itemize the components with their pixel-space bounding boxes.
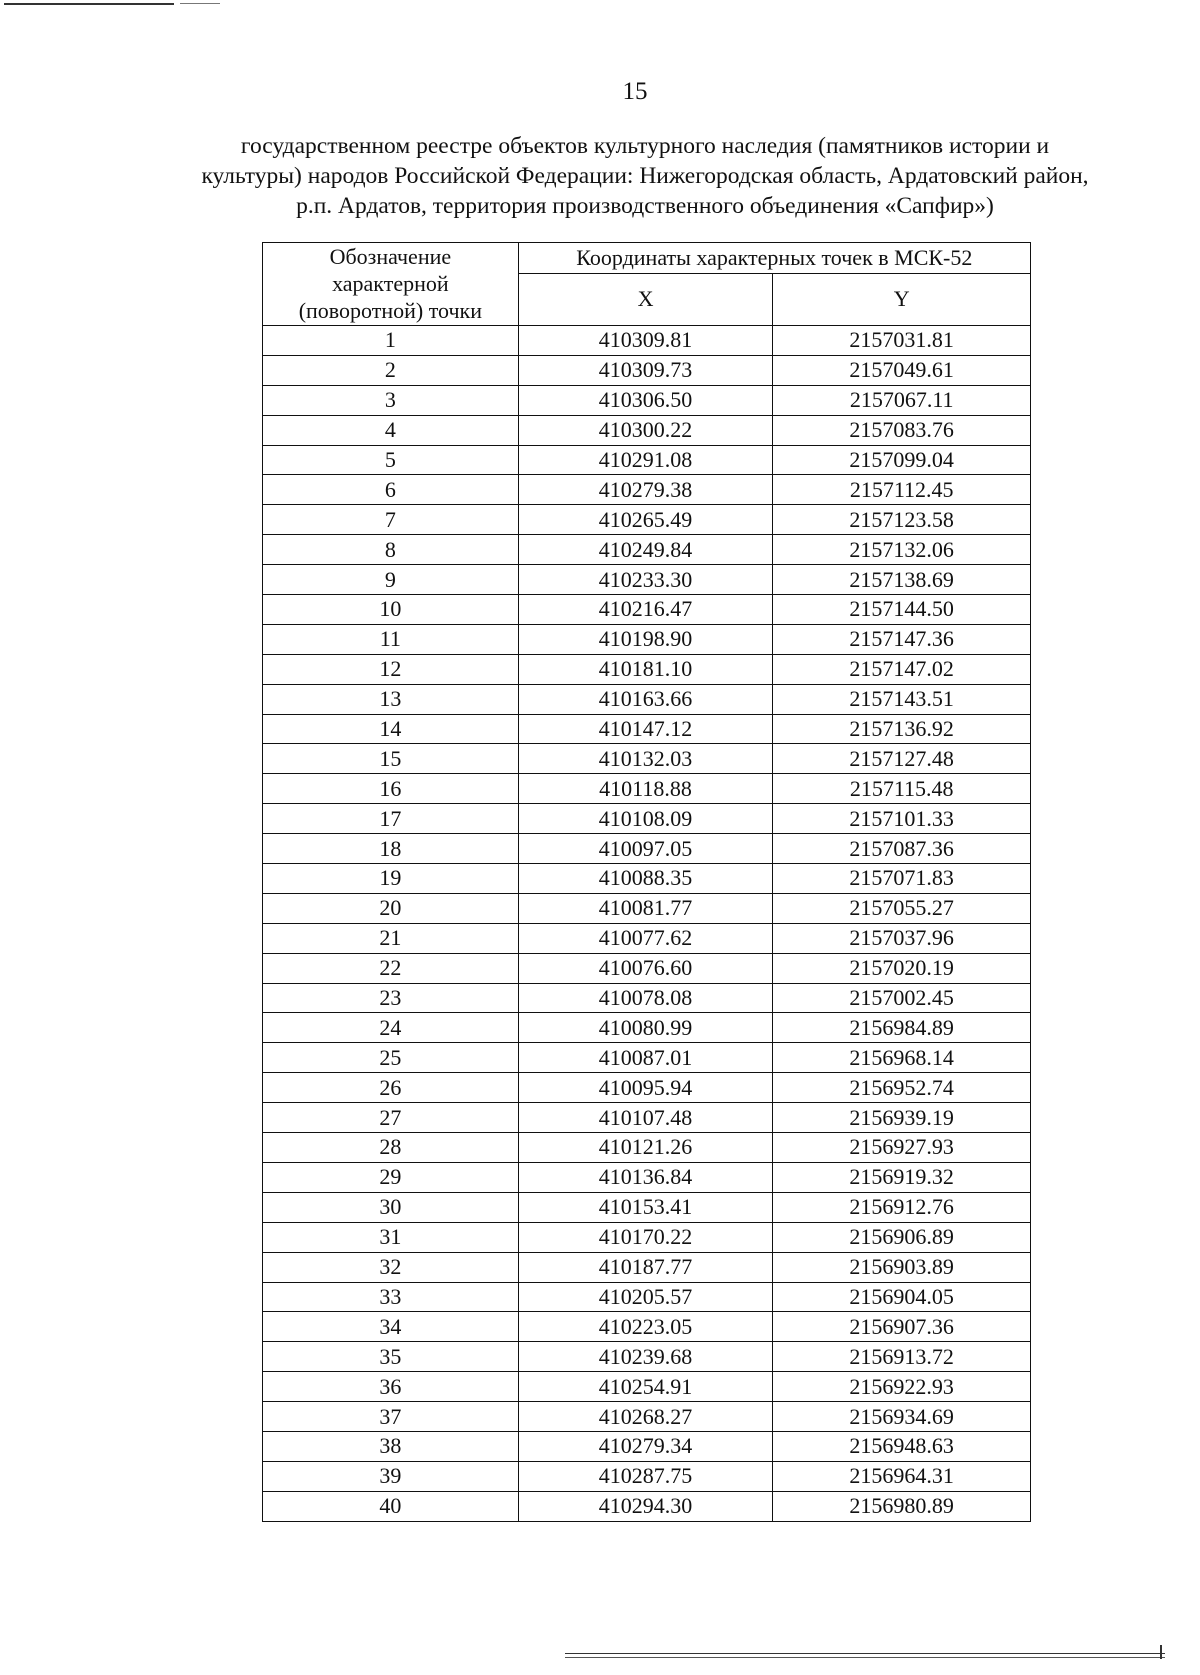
table-row xyxy=(263,565,1031,595)
point-number-cell: 4 xyxy=(263,415,519,445)
point-number-cell: 34 xyxy=(263,1312,519,1342)
y-coordinate-cell: 2157132.06 xyxy=(773,535,1031,565)
y-coordinate-cell: 2157037.96 xyxy=(773,923,1031,953)
heading-line: культуры) народов Российской Федерации: Нижегородская область, Ардатовский район, xyxy=(201,163,1089,189)
table-row xyxy=(263,1461,1031,1491)
table-row xyxy=(263,326,1031,356)
x-coordinate-cell: 410181.10 xyxy=(518,654,773,684)
y-coordinate-cell: 2157087.36 xyxy=(773,834,1031,864)
table-row xyxy=(263,535,1031,565)
y-coordinate-cell: 2157123.58 xyxy=(773,505,1031,535)
document-heading xyxy=(150,131,1140,221)
scan-edge-mark xyxy=(1160,1645,1162,1659)
coordinates-table xyxy=(262,242,1031,1522)
x-coordinate-cell: 410198.90 xyxy=(518,624,773,654)
header-point-line: характерной xyxy=(332,271,449,296)
x-coordinate-cell: 410279.38 xyxy=(518,475,773,505)
x-coordinate-cell: 410300.22 xyxy=(518,415,773,445)
y-coordinate-cell: 2156907.36 xyxy=(773,1312,1031,1342)
table-row xyxy=(263,834,1031,864)
table-row xyxy=(263,714,1031,744)
point-number-cell: 10 xyxy=(263,595,519,625)
x-coordinate-cell: 410223.05 xyxy=(518,1312,773,1342)
table-row xyxy=(263,1282,1031,1312)
point-number-cell: 36 xyxy=(263,1372,519,1402)
point-number-cell: 28 xyxy=(263,1133,519,1163)
x-coordinate-cell: 410132.03 xyxy=(518,744,773,774)
table-row xyxy=(263,445,1031,475)
point-number-cell: 23 xyxy=(263,983,519,1013)
x-coordinate-cell: 410088.35 xyxy=(518,864,773,894)
y-coordinate-cell: 2157147.36 xyxy=(773,624,1031,654)
table-body xyxy=(263,326,1031,1522)
y-coordinate-cell: 2156904.05 xyxy=(773,1282,1031,1312)
table-row xyxy=(263,595,1031,625)
x-coordinate-cell: 410078.08 xyxy=(518,983,773,1013)
point-number-cell: 35 xyxy=(263,1342,519,1372)
point-number-cell: 37 xyxy=(263,1402,519,1432)
table-row xyxy=(263,1222,1031,1252)
point-number-cell: 7 xyxy=(263,505,519,535)
point-number-cell: 11 xyxy=(263,624,519,654)
point-number-cell: 18 xyxy=(263,834,519,864)
y-coordinate-cell: 2157002.45 xyxy=(773,983,1031,1013)
y-coordinate-cell: 2156903.89 xyxy=(773,1252,1031,1282)
x-coordinate-cell: 410294.30 xyxy=(518,1491,773,1521)
y-coordinate-cell: 2156934.69 xyxy=(773,1402,1031,1432)
point-number-cell: 9 xyxy=(263,565,519,595)
point-number-cell: 8 xyxy=(263,535,519,565)
page-number: 15 xyxy=(622,78,648,105)
table-row xyxy=(263,744,1031,774)
y-coordinate-cell: 2157112.45 xyxy=(773,475,1031,505)
point-number-cell: 26 xyxy=(263,1073,519,1103)
y-coordinate-cell: 2157127.48 xyxy=(773,744,1031,774)
table-row xyxy=(263,1402,1031,1432)
y-coordinate-cell: 2157067.11 xyxy=(773,385,1031,415)
table-row xyxy=(263,864,1031,894)
x-coordinate-cell: 410081.77 xyxy=(518,893,773,923)
point-number-cell: 17 xyxy=(263,804,519,834)
point-number-cell: 12 xyxy=(263,654,519,684)
x-coordinate-cell: 410287.75 xyxy=(518,1461,773,1491)
point-number-cell: 31 xyxy=(263,1222,519,1252)
table-row xyxy=(263,505,1031,535)
y-coordinate-cell: 2157020.19 xyxy=(773,953,1031,983)
x-coordinate-cell: 410268.27 xyxy=(518,1402,773,1432)
header-coordinates: Координаты характерных точек в МСК-52 xyxy=(518,243,1030,274)
x-coordinate-cell: 410118.88 xyxy=(518,774,773,804)
x-coordinate-cell: 410097.05 xyxy=(518,834,773,864)
y-coordinate-cell: 2156952.74 xyxy=(773,1073,1031,1103)
point-number-cell: 15 xyxy=(263,744,519,774)
y-coordinate-cell: 2156980.89 xyxy=(773,1491,1031,1521)
table-row xyxy=(263,415,1031,445)
point-number-cell: 1 xyxy=(263,326,519,356)
x-coordinate-cell: 410095.94 xyxy=(518,1073,773,1103)
table-row xyxy=(263,923,1031,953)
table-row xyxy=(263,1013,1031,1043)
y-coordinate-cell: 2157115.48 xyxy=(773,774,1031,804)
point-number-cell: 16 xyxy=(263,774,519,804)
header-point-line: Обозначение xyxy=(329,244,452,269)
x-coordinate-cell: 410080.99 xyxy=(518,1013,773,1043)
x-coordinate-cell: 410153.41 xyxy=(518,1192,773,1222)
x-coordinate-cell: 410306.50 xyxy=(518,385,773,415)
point-number-cell: 32 xyxy=(263,1252,519,1282)
table-row xyxy=(263,1252,1031,1282)
y-coordinate-cell: 2156964.31 xyxy=(773,1461,1031,1491)
scan-edge-mark xyxy=(565,1653,1165,1658)
heading-line: р.п. Ардатов, территория производственного объединения «Сапфир») xyxy=(296,193,994,219)
x-coordinate-cell: 410265.49 xyxy=(518,505,773,535)
y-coordinate-cell: 2157031.81 xyxy=(773,326,1031,356)
y-coordinate-cell: 2157143.51 xyxy=(773,684,1031,714)
y-coordinate-cell: 2157099.04 xyxy=(773,445,1031,475)
x-coordinate-cell: 410163.66 xyxy=(518,684,773,714)
y-coordinate-cell: 2157147.02 xyxy=(773,654,1031,684)
table-row xyxy=(263,1103,1031,1133)
table-row xyxy=(263,1192,1031,1222)
point-number-cell: 2 xyxy=(263,355,519,385)
table-row xyxy=(263,1073,1031,1103)
x-coordinate-cell: 410279.34 xyxy=(518,1431,773,1461)
y-coordinate-cell: 2156906.89 xyxy=(773,1222,1031,1252)
point-number-cell: 6 xyxy=(263,475,519,505)
x-coordinate-cell: 410309.81 xyxy=(518,326,773,356)
point-number-cell: 39 xyxy=(263,1461,519,1491)
point-number-cell: 27 xyxy=(263,1103,519,1133)
point-number-cell: 25 xyxy=(263,1043,519,1073)
x-coordinate-cell: 410216.47 xyxy=(518,595,773,625)
point-number-cell: 14 xyxy=(263,714,519,744)
header-point-designation xyxy=(263,243,519,326)
x-coordinate-cell: 410170.22 xyxy=(518,1222,773,1252)
y-coordinate-cell: 2156927.93 xyxy=(773,1133,1031,1163)
table-row xyxy=(263,475,1031,505)
y-coordinate-cell: 2156919.32 xyxy=(773,1162,1031,1192)
table-row xyxy=(263,1431,1031,1461)
table-row xyxy=(263,1162,1031,1192)
table-row xyxy=(263,804,1031,834)
table-row xyxy=(263,1133,1031,1163)
y-coordinate-cell: 2157136.92 xyxy=(773,714,1031,744)
x-coordinate-cell: 410233.30 xyxy=(518,565,773,595)
table-row xyxy=(263,1372,1031,1402)
scan-edge-mark xyxy=(180,3,220,4)
table-row xyxy=(263,1491,1031,1521)
x-coordinate-cell: 410121.26 xyxy=(518,1133,773,1163)
point-number-cell: 24 xyxy=(263,1013,519,1043)
point-number-cell: 19 xyxy=(263,864,519,894)
y-coordinate-cell: 2157101.33 xyxy=(773,804,1031,834)
point-number-cell: 20 xyxy=(263,893,519,923)
table-row xyxy=(263,774,1031,804)
x-coordinate-cell: 410107.48 xyxy=(518,1103,773,1133)
x-coordinate-cell: 410087.01 xyxy=(518,1043,773,1073)
point-number-cell: 3 xyxy=(263,385,519,415)
table-row xyxy=(263,385,1031,415)
x-coordinate-cell: 410309.73 xyxy=(518,355,773,385)
y-coordinate-cell: 2157083.76 xyxy=(773,415,1031,445)
table-row xyxy=(263,1043,1031,1073)
x-coordinate-cell: 410136.84 xyxy=(518,1162,773,1192)
table-row xyxy=(263,893,1031,923)
point-number-cell: 21 xyxy=(263,923,519,953)
y-coordinate-cell: 2156912.76 xyxy=(773,1192,1031,1222)
x-coordinate-cell: 410205.57 xyxy=(518,1282,773,1312)
y-coordinate-cell: 2157071.83 xyxy=(773,864,1031,894)
table-row xyxy=(263,1342,1031,1372)
x-coordinate-cell: 410076.60 xyxy=(518,953,773,983)
table-row xyxy=(263,1312,1031,1342)
table-row xyxy=(263,983,1031,1013)
header-y: Y xyxy=(773,273,1031,325)
x-coordinate-cell: 410108.09 xyxy=(518,804,773,834)
y-coordinate-cell: 2156948.63 xyxy=(773,1431,1031,1461)
point-number-cell: 38 xyxy=(263,1431,519,1461)
header-point-line: (поворотной) точки xyxy=(298,298,483,323)
point-number-cell: 40 xyxy=(263,1491,519,1521)
point-number-cell: 30 xyxy=(263,1192,519,1222)
y-coordinate-cell: 2156913.72 xyxy=(773,1342,1031,1372)
point-number-cell: 13 xyxy=(263,684,519,714)
x-coordinate-cell: 410239.68 xyxy=(518,1342,773,1372)
x-coordinate-cell: 410077.62 xyxy=(518,923,773,953)
header-x: X xyxy=(518,273,773,325)
y-coordinate-cell: 2156984.89 xyxy=(773,1013,1031,1043)
x-coordinate-cell: 410147.12 xyxy=(518,714,773,744)
y-coordinate-cell: 2157055.27 xyxy=(773,893,1031,923)
table-row xyxy=(263,624,1031,654)
point-number-cell: 29 xyxy=(263,1162,519,1192)
x-coordinate-cell: 410254.91 xyxy=(518,1372,773,1402)
x-coordinate-cell: 410187.77 xyxy=(518,1252,773,1282)
table-row xyxy=(263,355,1031,385)
scan-edge-mark xyxy=(4,3,174,5)
y-coordinate-cell: 2156939.19 xyxy=(773,1103,1031,1133)
point-number-cell: 22 xyxy=(263,953,519,983)
y-coordinate-cell: 2157138.69 xyxy=(773,565,1031,595)
y-coordinate-cell: 2157049.61 xyxy=(773,355,1031,385)
x-coordinate-cell: 410291.08 xyxy=(518,445,773,475)
table-row xyxy=(263,684,1031,714)
table-row xyxy=(263,654,1031,684)
table-row xyxy=(263,953,1031,983)
heading-line: государственном реестре объектов культурного наследия (памятников истории и xyxy=(240,133,1050,159)
y-coordinate-cell: 2156922.93 xyxy=(773,1372,1031,1402)
point-number-cell: 5 xyxy=(263,445,519,475)
y-coordinate-cell: 2156968.14 xyxy=(773,1043,1031,1073)
x-coordinate-cell: 410249.84 xyxy=(518,535,773,565)
y-coordinate-cell: 2157144.50 xyxy=(773,595,1031,625)
point-number-cell: 33 xyxy=(263,1282,519,1312)
